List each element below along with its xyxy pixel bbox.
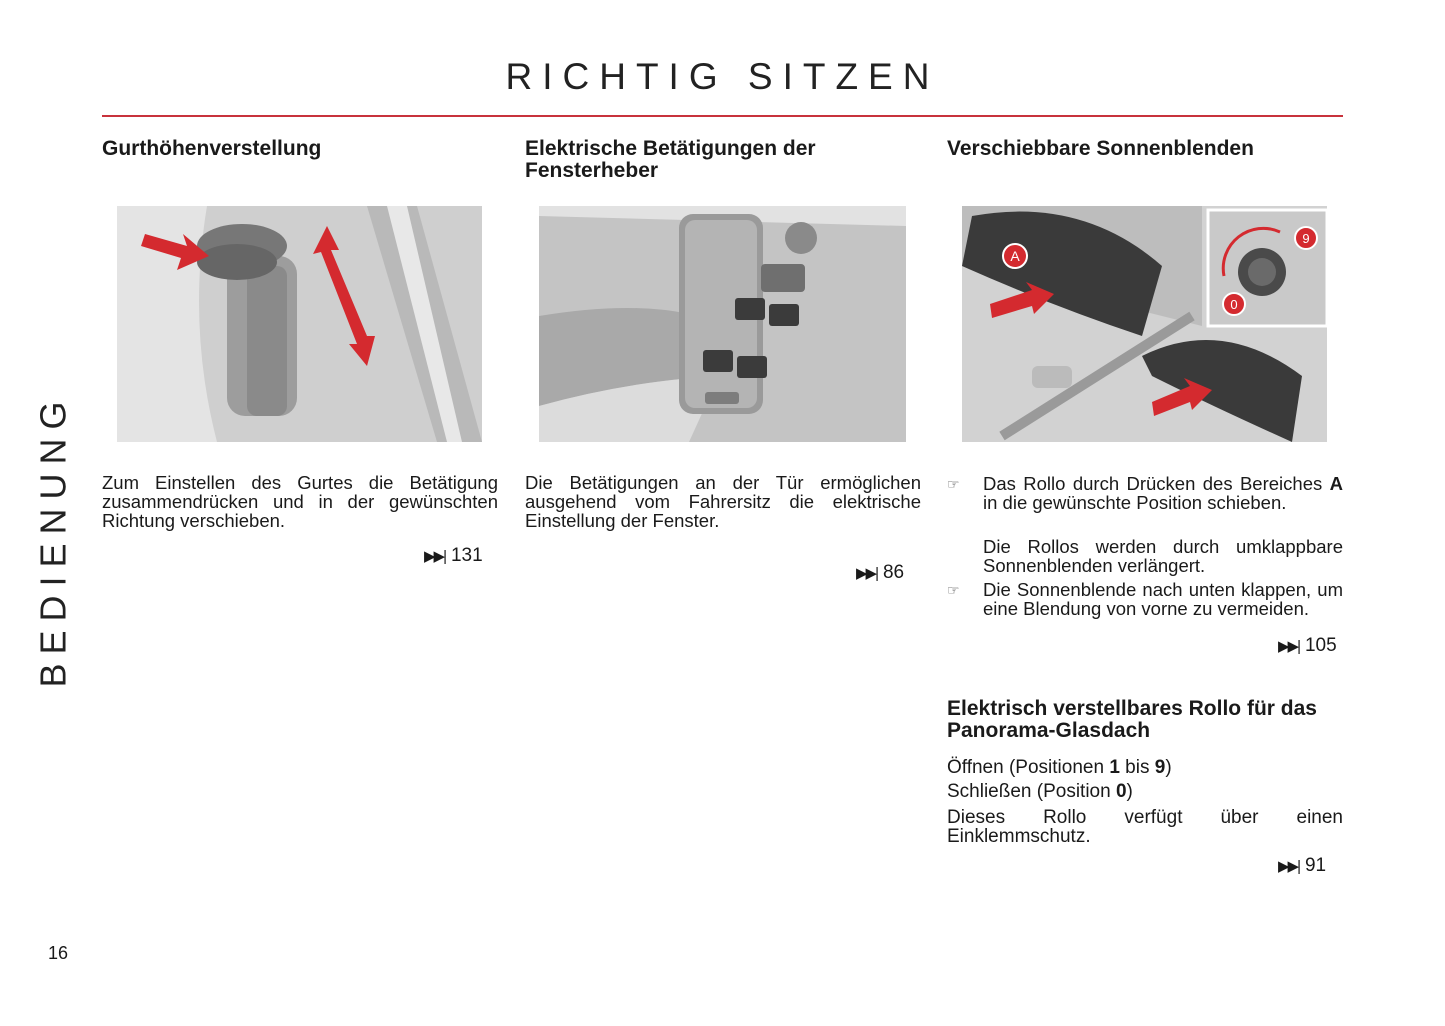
next-track-icon: ▶▶| [1278,638,1299,655]
pointing-hand-icon: ☞ [947,582,960,598]
roof-close-line: Schließen (Position 0) [947,781,1133,802]
roof-heading: Elektrisch verstellbares Rollo für das Panorama-Glasdach [947,697,1317,742]
page-number: 16 [48,943,69,963]
side-label-text: BEDIENUNG [33,392,74,688]
windows-heading: Elektrische Betätigungen der Fensterheber [525,137,816,182]
sunblind-bullet-2-text: Die Sonnenblende nach unten klappen, um eine Blendung von vorne zu vermeiden. [983,579,1343,619]
sunblind-page-ref[interactable] [1278,635,1337,657]
photo-label-9: 9 [1302,231,1310,246]
next-track-icon: ▶▶| [1278,858,1299,875]
photo-label-a: A [1010,248,1020,264]
belt-page-ref[interactable] [424,545,483,567]
sunblind-photo [962,206,1327,442]
title-divider [102,115,1343,117]
page-title: RICHTIG SITZEN [505,56,940,97]
photo-label-0: 0 [1230,297,1238,312]
pointing-hand-icon: ☞ [947,476,960,492]
sunblind-note: Die Rollos werden durch umklappbare Sonnenblenden verlängert. [983,536,1343,576]
window-switch-photo [539,206,906,442]
side-label [26,380,82,700]
belt-text: Zum Einstellen des Gurtes die Betätigung zusammendrücken und in der gewünschten Richtung verschieben. [102,472,498,531]
sunblind-ref-number: 105 [1304,635,1337,656]
next-track-icon: ▶▶| [856,565,877,582]
belt-ref-number: 131 [450,545,483,566]
sunblind-bullet-2 [947,580,1343,618]
sunblind-bullet-1 [947,474,1343,512]
windows-text: Die Betätigungen an der Tür ermöglichen ausgehend vom Fahrersitz die elektrische Einstellung der Fenster. [525,472,921,531]
roof-text: Dieses Rollo verfügt über einen Einklemmschutz. [947,807,1343,847]
belt-adjuster-photo [117,206,482,442]
windows-ref-number: 86 [882,562,905,583]
belt-heading: Gurthöhenverstellung [102,137,322,160]
next-track-icon: ▶▶| [424,548,445,565]
roof-ref-number: 91 [1304,855,1327,876]
roof-open-line: Öffnen (Positionen 1 bis 9) [947,757,1172,778]
sunblind-heading: Verschiebbare Sonnenblenden [947,137,1254,160]
windows-page-ref[interactable] [856,562,904,584]
roof-page-ref[interactable] [1278,855,1326,877]
sunblind-bullet-1-text: Das Rollo durch Drücken des Bereiches A in die gewünschte Position schieben. [983,473,1343,513]
